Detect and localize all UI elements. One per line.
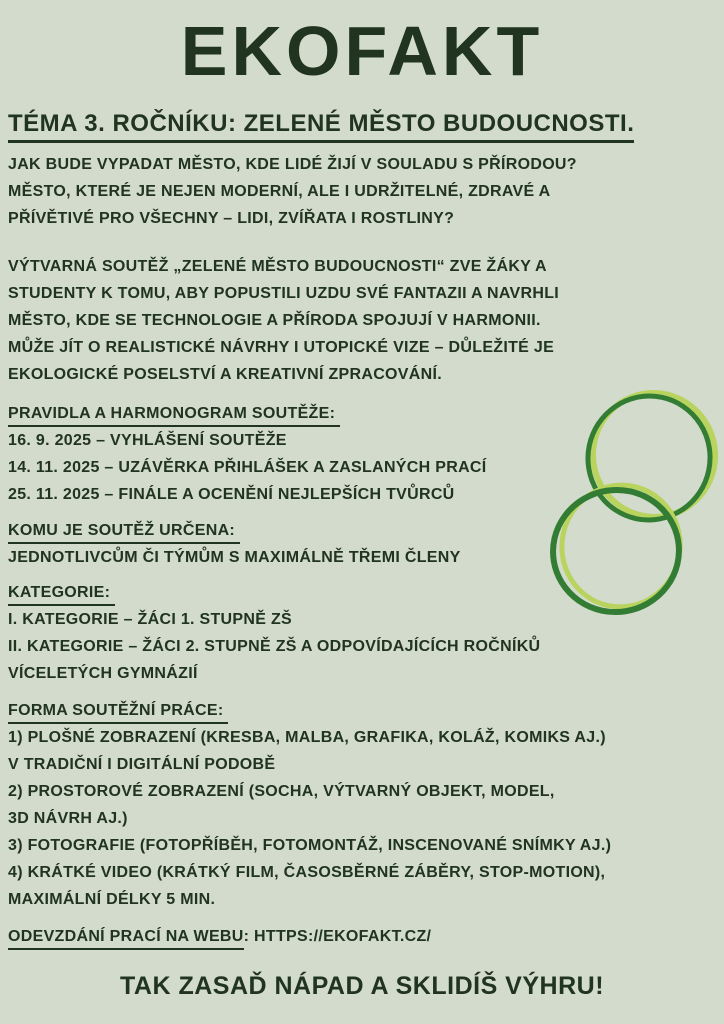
section-heading-row [8, 400, 716, 427]
submission-label: ODEVZDÁNÍ PRACÍ NA WEBU [8, 926, 244, 950]
intro-line: PŘÍVĚTIVÉ PRO VŠECHNY – LIDI, ZVÍŘATA I ROSTLINY? [8, 210, 455, 227]
section-categories-heading: KATEGORIE: [8, 582, 115, 606]
format-line: 1) PLOŠNÉ ZOBRAZENÍ (KRESBA, MALBA, GRAFIKA, KOLÁŽ, KOMIKS AJ.) [8, 729, 606, 746]
tagline: TAK ZASAĎ NÁPAD A SKLIDÍŠ VÝHRU! [119, 972, 605, 1000]
category-line: I. KATEGORIE – ŽÁCI 1. STUPNĚ ZŠ [8, 611, 293, 628]
section-eligibility-heading: KOMU JE SOUTĚŽ URČENA: [8, 520, 240, 544]
category-line: VÍCELETÝCH GYMNÁZIÍ [8, 665, 198, 682]
section-categories [8, 579, 716, 687]
section-schedule [8, 400, 716, 508]
theme-heading: TÉMA 3. ROČNÍKU: ZELENÉ MĚSTO BUDOUCNOSTI. [8, 110, 634, 143]
section-formats-heading: FORMA SOUTĚŽNÍ PRÁCE: [8, 700, 228, 724]
theme-heading-row [8, 110, 716, 143]
invitation-line: MŮŽE JÍT O REALISTICKÉ NÁVRHY I UTOPICKÉ VIZE – DŮLEŽITÉ JE [8, 339, 555, 356]
section-eligibility [8, 517, 716, 571]
section-heading-row [8, 697, 716, 724]
invitation-line: VÝTVARNÁ SOUTĚŽ „ZELENÉ MĚSTO BUDOUCNOSTI“ ZVE ŽÁKY A [8, 258, 547, 275]
invitation-line: MĚSTO, KDE SE TECHNOLOGIE A PŘÍRODA SPOJUJÍ V HARMONII. [8, 312, 541, 329]
format-line: V TRADIČNÍ I DIGITÁLNÍ PODOBĚ [8, 756, 276, 773]
intro-paragraph [8, 151, 716, 232]
eligibility-line: JEDNOTLIVCŮM ČI TÝMŮM S MAXIMÁLNĚ TŘEMI ČLENY [8, 549, 461, 566]
submission-url: : HTTPS://EKOFAKT.CZ/ [243, 928, 432, 945]
section-schedule-heading: PRAVIDLA A HARMONOGRAM SOUTĚŽE: [8, 403, 340, 427]
invitation-line: STUDENTY K TOMU, ABY POPUSTILI UZDU SVÉ FANTAZII A NAVRHLI [8, 285, 560, 302]
format-line: 3D NÁVRH AJ.) [8, 810, 128, 827]
intro-line: MĚSTO, KTERÉ JE NEJEN MODERNÍ, ALE I UDRŽITELNÉ, ZDRAVÉ A [8, 183, 551, 200]
poster-title: EKOFAKT [180, 12, 544, 90]
invitation-paragraph [8, 253, 716, 388]
format-line: 4) KRÁTKÉ VIDEO (KRÁTKÝ FILM, ČASOSBĚRNÉ ZÁBĚRY, STOP-MOTION), [8, 864, 606, 881]
section-formats [8, 697, 716, 913]
schedule-line: 14. 11. 2025 – UZÁVĚRKA PŘIHLÁŠEK A ZASLANÝCH PRACÍ [8, 459, 487, 476]
category-line: II. KATEGORIE – ŽÁCI 2. STUPNĚ ZŠ A ODPOVÍDAJÍCÍCH ROČNÍKŮ [8, 638, 541, 655]
poster-content [8, 14, 716, 1002]
schedule-line: 16. 9. 2025 – VYHLÁŠENÍ SOUTĚŽE [8, 432, 287, 449]
schedule-line: 25. 11. 2025 – FINÁLE A OCENĚNÍ NEJLEPŠÍCH TVŮRCŮ [8, 486, 455, 503]
format-line: 2) PROSTOROVÉ ZOBRAZENÍ (SOCHA, VÝTVARNÝ OBJEKT, MODEL, [8, 783, 555, 800]
submission-line [8, 923, 716, 950]
intro-line: JAK BUDE VYPADAT MĚSTO, KDE LIDÉ ŽIJÍ V SOULADU S PŘÍRODOU? [8, 156, 577, 173]
format-line: 3) FOTOGRAFIE (FOTOPŘÍBĚH, FOTOMONTÁŽ, INSCENOVANÉ SNÍMKY AJ.) [8, 837, 612, 854]
invitation-line: EKOLOGICKÉ POSELSTVÍ A KREATIVNÍ ZPRACOVÁNÍ. [8, 366, 442, 383]
section-heading-row [8, 579, 716, 606]
section-heading-row [8, 517, 716, 544]
format-line: MAXIMÁLNÍ DÉLKY 5 MIN. [8, 891, 216, 908]
